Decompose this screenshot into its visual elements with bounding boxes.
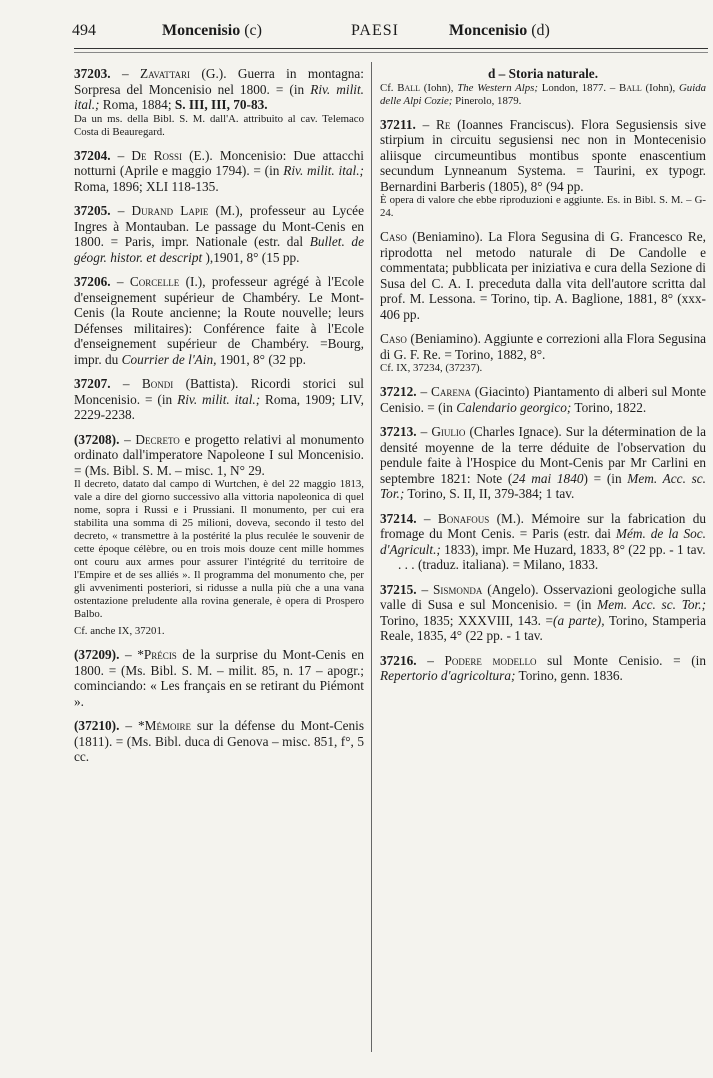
entry-37213 <box>380 424 706 502</box>
entry-37212 <box>380 384 706 415</box>
author: Re <box>435 116 451 132</box>
entry-37216 <box>380 653 706 684</box>
entry-text: 37211. – Re (Ioannes Franciscus). Flora Segusiensis sive stirpium in circuitu segusiensi nec non in Montecenisio aliisque circumeuntibus montibus sponte enascentium secundum Lynneanum Systema. = Taurini, ex typogr. Bernardini Barberis (1805), 8° (94 pp. <box>380 116 707 194</box>
author: Caso <box>380 229 407 244</box>
entry-text: (37209). – *Précis de la surprise du Mont-Cenis en 1800. = (Ms. Bibl. S. M. – milit. 85, n. 17 – apogr.; cominciando: « Les français en se retirant du Piémont ». <box>74 647 364 709</box>
entry-text: 37212. – Carena (Giacinto) Piantamento di alberi sul Monte Cenisio. = (in Calendario georgico; Torino, 1822. <box>380 384 707 415</box>
header-rule <box>74 48 708 49</box>
section-title: d – Storia naturale. <box>487 66 599 81</box>
author: Corcelle <box>129 274 180 289</box>
left-column <box>74 66 364 774</box>
author: Bonafous <box>437 510 490 526</box>
entry-crossref: Cf. IX, 37234, (37237). <box>380 362 483 374</box>
entry-note: Il decreto, datato dal campo di Wurtchen, è del 22 maggio 1813, vale a dire del giorno successivo alla vittoria napoleonica di quel nome, sopra i Russi e i Prussiani. Il monumento, per cui era stabilita una somma di 25 milioni, doveva, secondo il testo del decreto, « transmettre à la postérité la plus reculée le souvenir de cette époque célèbre, ou en trois mois douze cent mille hommes ont couru aux armes pour assurer l'intégrité du territoire de l'Empire et de ses alliés ». Il programma del monumento che, per gli avvenimenti posteriori, si ridusse a nulla più che a una vana ostentazione preludente alla rovina generale, è opera di Prospero Balbo. <box>74 478 364 620</box>
intro-text: Cf. Ball (Iohn), The Western Alps; London, 1877. – Ball (Iohn), Guida delle Alpi Cozie; Pinerolo, 1879. <box>380 81 706 107</box>
entry-note: Da un ms. della Bibl. S. M. dall'A. attribuito al cav. Telemaco Costa di Beauregard. <box>74 112 364 138</box>
entry-37210 <box>74 718 364 765</box>
author: Sismonda <box>432 581 483 597</box>
entry-37207 <box>74 376 364 423</box>
entry-note: È opera di valore che ebbe riproduzioni e aggiunte. Es. in Bibl. S. M. – G-24. <box>380 194 706 219</box>
author: Zavattari <box>139 66 191 81</box>
entry-text: 37206. – Corcelle (I.), professeur agrégé à l'Ecole d'enseignement supérieur de Chambéry. Le Mont-Cenis (la Route ancienne; la Route nouvelle; leurs Défenses militaires): Conférence faite à l'Ecole d'enseignement supérieur de Chambéry. =Bourg, impr. du Courrier de l'Ain, 1901, 8° (32 pp. <box>74 274 364 367</box>
column-divider <box>371 62 372 1052</box>
author: Giulio <box>431 424 466 439</box>
author: Durand Lapie <box>131 203 209 218</box>
entry-37211 <box>380 117 706 221</box>
entry-caso-1 <box>380 229 706 322</box>
author: *Mémoire <box>138 718 191 733</box>
author: De Rossi <box>131 147 182 163</box>
entry-caso-2 <box>380 331 706 375</box>
entry-37203 <box>74 66 364 139</box>
entry-37205 <box>74 203 364 265</box>
entry-text: Caso (Beniamino). Aggiunte e correzioni alla Flora Segusina di G. F. Re. = Torino, 1882, 8°. <box>380 331 706 362</box>
entry-text: 37214. – Bonafous (M.). Mémoire sur la fabrication du fromage du Mont Cenis. = Paris (estr. dai Mém. de la Soc. d'Agricult.; 1833), impr. Me Huzard, 1833, 8° (22 pp. - 1 tav. <box>380 510 707 557</box>
header-left-title: Moncenisio (c) <box>162 22 262 39</box>
entry-text: (37208). – Decreto e progetto relativi al monumento ordinato dall'imperatore Napoleone I sul Moncenisio. = (Ms. Bibl. S. M. – misc. 1, N° 29. <box>74 431 364 478</box>
entry-37215 <box>380 582 706 644</box>
entry-37208 <box>74 432 364 639</box>
entry-text: 37207. – Bondi (Battista). Ricordi storici sul Moncenisio. = (in Riv. milit. ital.; Roma, 1909; LIV, 2229-2238. <box>74 376 364 422</box>
page-number: 494 <box>72 22 96 39</box>
entry-37209 <box>74 647 364 709</box>
entry-text: 37203. – Zavattari (G.). Guerra in montagna: Sorpresa del Moncenisio nel 1800. = (in Riv. milit. ital.; Roma, 1884; S. III, III, 70-83. <box>74 66 364 112</box>
author: Carena <box>430 384 471 399</box>
entry-text: 37216. – Podere modello sul Monte Cenisio. = (in Repertorio d'agricoltura; Torino, genn. 1836. <box>380 652 706 683</box>
entry-text: 37204. – De Rossi (E.). Moncenisio: Due attacchi notturni (Aprile e maggio 1794). = (in Riv. milit. ital.; Roma, 1896; XLI 118-135. <box>74 147 364 194</box>
entry-text: 37205. – Durand Lapie (M.), professeur au Lycée Ingres à Montauban. Le passage du Mont-Cenis en 1800. = Paris, impr. Nationale (estr. dal Bullet. de géogr. histor. et descript ),1901, 8° (15 pp. <box>74 203 364 265</box>
author: Bondi <box>141 376 174 391</box>
section-intro <box>380 82 706 108</box>
running-header <box>72 22 708 48</box>
entry-text: 37213. – Giulio (Charles Ignace). Sur la détermination de la densité moyenne de la terre déduite de l'observation du pendule faite à l'Hospice du Mont-Cenis par Mr Carlini en septembre 1821: Note (24 mai 1840) = (in Mem. Acc. sc. Tor.; Torino, S. II, II, 379-384; 1 tav. <box>380 424 706 501</box>
entry-37204 <box>74 148 364 195</box>
right-column <box>380 66 706 693</box>
entry-text: 37215. – Sismonda (Angelo). Osservazioni geologiche sulla valle di Susa e sul Moncenisio. = (in Mem. Acc. sc. Tor.; Torino, 1835; XXXVIII, 143. =(a parte), Torino, Stamperia Reale, 1835, 4° (22 pp. - 1 tav. <box>380 581 706 643</box>
entry-text: Caso (Beniamino). La Flora Segusina di G. Francesco Re, riprodotta nel metodo naturale di De Candolle e commentata; pubblicata per iniziativa e cura della Sezione di Susa del C. A. I. preceduta dalla vita dell'autore scritta dal prof. M. Lessona. = Torino, tip. A. Baglione, 1881, 8° (xxx-406 pp. <box>380 229 706 322</box>
author: Podere modello <box>444 652 537 668</box>
entry-crossref: Cf. anche IX, 37201. <box>74 625 165 637</box>
header-rule-thin <box>74 52 708 53</box>
author: Decreto <box>135 431 180 447</box>
entry-37214 <box>380 511 706 573</box>
author: *Précis <box>137 647 177 662</box>
entry-text: (37210). – *Mémoire sur la défense du Mont-Cenis (1811). = (Ms. Bibl. duca di Genova – misc. 851, f°, 5 cc. <box>74 718 365 764</box>
entry-37206 <box>74 274 364 367</box>
author: Caso <box>380 331 407 346</box>
entry-translation: . . . (traduz. italiana). = Milano, 1833. <box>398 557 599 572</box>
header-right-title: Moncenisio (d) <box>449 22 550 39</box>
header-center-title: PAESI <box>351 22 399 39</box>
